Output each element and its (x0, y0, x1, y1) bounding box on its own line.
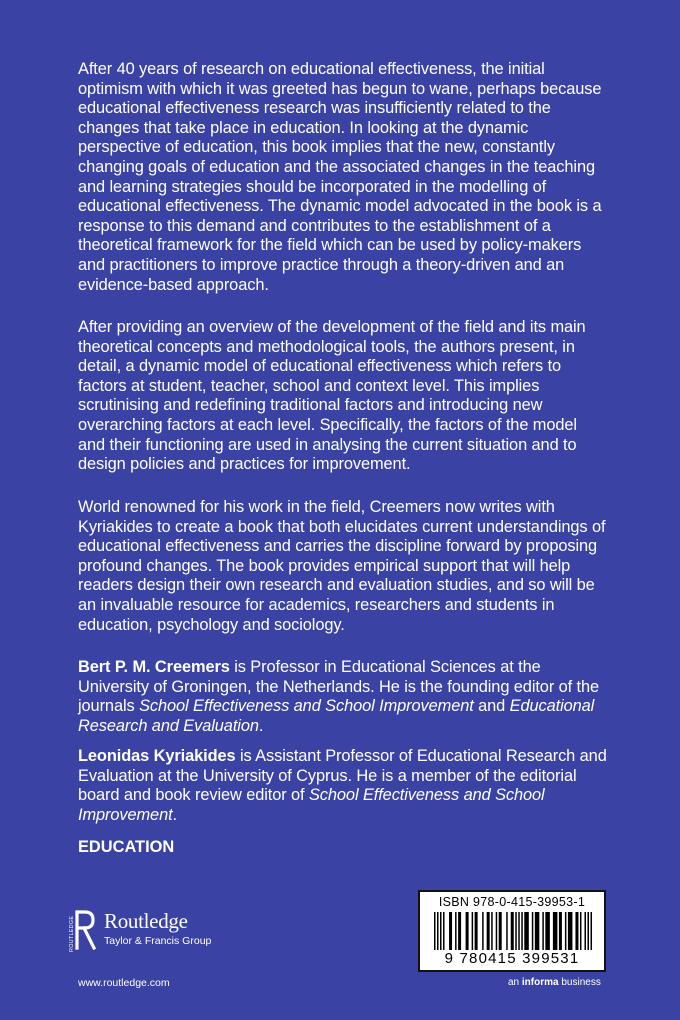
author-name: Bert P. M. Creemers (78, 658, 230, 676)
barcode-bar (545, 912, 550, 950)
barcode-bar (440, 912, 442, 950)
description-paragraph-1-text: After 40 years of research on educational effectiveness, the initial optimism with which it was greeted has begun to wane, perhaps because educational effectiveness research was insufficiently related to the changes that take place in education. In looking at the dynamic perspective of education, this book implies that the new, constantly changing goals of education and the associated changes in the teaching and learning strategies should be incorporated in the modelling of educational effectiveness. The dynamic model advocated in the book is a response to this demand and contributes to the establishment of a theoretical framework for the field which can be used by policy-makers and practitioners to improve practice through a theory-driven and an evidence-based approach. (78, 60, 602, 294)
publisher-name: Routledge (104, 909, 188, 933)
barcode-bar (568, 912, 573, 950)
author-bio-creemers (78, 658, 608, 736)
barcode-bar (542, 912, 544, 950)
journal-title: Educational Research and Evaluation (78, 697, 595, 735)
barcode-bar (575, 912, 578, 950)
barcode-bar (449, 912, 452, 950)
barcode-bar (521, 912, 523, 950)
logo-vertical-label: ROUTLEDGE (69, 915, 75, 952)
description-paragraph-3 (78, 498, 608, 635)
informa-business (508, 977, 601, 988)
barcode-bar (482, 912, 484, 950)
barcode-bar (584, 912, 586, 950)
routledge-logo (66, 908, 246, 952)
author-bio-text: . (172, 805, 178, 824)
barcode-bar (437, 912, 439, 950)
description-paragraph-2-text: After providing an overview of the development of the field and its main theoretical concepts and methodological tools, the authors present, in detail, a dynamic model of educational effectiveness which refers to factors at student, teacher, school and context level. This implies scrutinising and redefining traditional factors and introducing new overarching factors at each level. Specifically, the factors of the model and their functioning are used in analysing the current situation and to design policies and practices for improvement. (78, 318, 586, 474)
barcode-bar (580, 912, 582, 950)
informa-brand: informa (521, 977, 559, 988)
barcode-bar (515, 912, 517, 950)
author-bio-text: is Professor in Educational Sciences at the University of Groningen, the Netherlands. He is the founding editor of the journals (78, 658, 600, 716)
author-bio-kyriakides (78, 747, 608, 825)
subject-category: EDUCATION (78, 838, 175, 856)
isbn-label: ISBN 978-0-415-39953-1 (438, 895, 586, 909)
description-paragraph-3-text: World renowned for his work in the field, Creemers now writes with Kyriakides to create a book that both elucidates current understandings of educational effectiveness and carries the discipline forward by proposing profound changes. The book provides empirical support that will help readers design their own research and evaluation studies, and so will be an invaluable resource for academics, researchers and students in education, psychology and sociology. (78, 498, 606, 634)
barcode-bar (491, 912, 493, 950)
barcode-bar (458, 912, 461, 950)
barcode-bar (466, 912, 469, 950)
journal-title: School Effectiveness and School Improvement (78, 786, 545, 824)
author-bio-text: . (258, 716, 264, 735)
publisher-website[interactable]: www.routledge.com (78, 977, 170, 989)
barcode-bars (434, 912, 592, 950)
informa-suffix: business (558, 977, 601, 988)
author-bio-text: and (473, 697, 510, 716)
barcode-bar (506, 912, 508, 950)
barcode-bar (518, 912, 520, 950)
barcode-bar (475, 912, 478, 950)
barcode-bar (565, 912, 567, 950)
barcode-bar (535, 912, 540, 950)
barcode-bar (532, 912, 534, 950)
barcode-bar (559, 912, 562, 950)
isbn-barcode (418, 890, 606, 972)
barcode-bar (443, 912, 445, 950)
barcode-bar (524, 912, 529, 950)
journal-title: School Effectiveness and School Improvement (139, 697, 474, 716)
barcode-bar (553, 912, 558, 950)
description-paragraph-1 (78, 60, 608, 295)
barcode-bar (587, 912, 589, 950)
informa-prefix: an (508, 977, 522, 988)
author-name: Leonidas Kyriakides (78, 747, 236, 765)
barcode-bar (591, 912, 593, 950)
barcode-bar (472, 912, 474, 950)
description-paragraph-2 (78, 318, 608, 475)
barcode-digits: 9 780415 399531 (444, 950, 580, 967)
barcode-bar (511, 912, 514, 950)
publisher-group: Taylor & Francis Group (104, 935, 212, 947)
barcode-bar (487, 912, 490, 950)
logo-vertical-text (67, 910, 75, 952)
barcode-bar (499, 912, 502, 950)
barcode-bar (434, 912, 436, 950)
barcode-bar (455, 912, 457, 950)
author-bio-text: is Assistant Professor of Educational Research and Evaluation at the University of Cyprus. He is a member of the editorial board and book review editor of (78, 747, 607, 805)
barcode-bar (496, 912, 498, 950)
